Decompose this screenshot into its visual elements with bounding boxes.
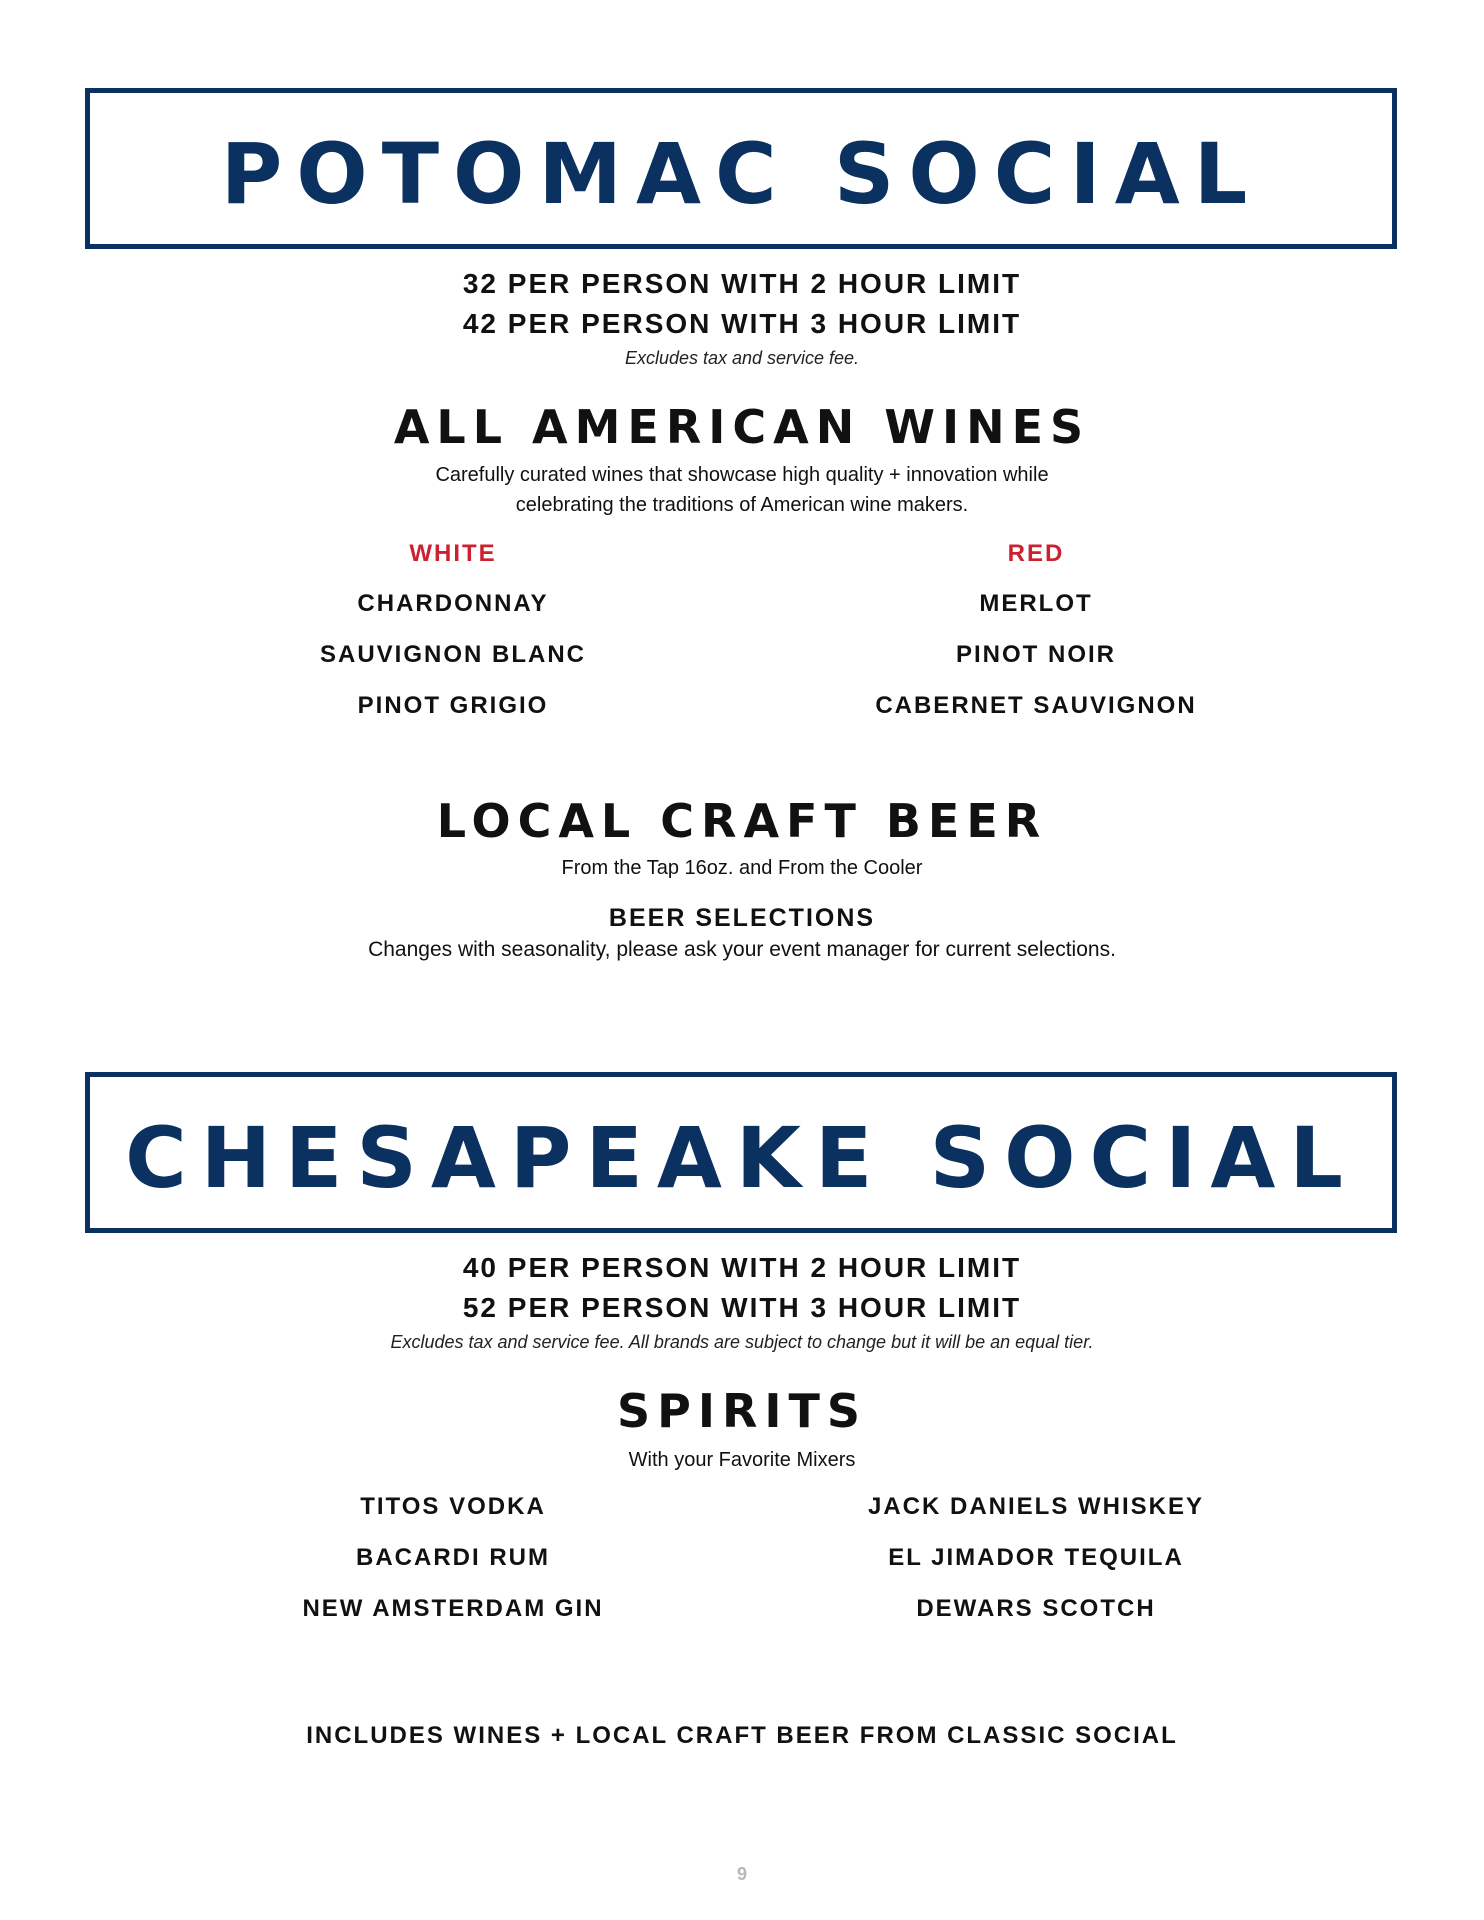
wines-description-line-1: Carefully curated wines that showcase high quality + innovation while	[435, 464, 1049, 486]
potomac-title-box	[85, 88, 1397, 249]
spirits-title: SPIRITS	[616, 1384, 867, 1438]
chesapeake-title: CHESAPEAKE SOCIAL	[125, 1109, 1357, 1207]
beer-title: LOCAL CRAFT BEER	[436, 794, 1048, 848]
chesapeake-price-3hr: 52 PER PERSON WITH 3 HOUR LIMIT	[462, 1292, 1022, 1323]
white-wine-column	[193, 540, 713, 730]
potomac-price-3hr: 42 PER PERSON WITH 3 HOUR LIMIT	[462, 308, 1022, 339]
wines-title: ALL AMERICAN WINES	[393, 400, 1091, 454]
red-wine-item: MERLOT	[979, 590, 1093, 617]
spirits-right-column	[776, 1493, 1296, 1633]
wines-description-line-2: celebrating the traditions of American wine makers.	[515, 494, 969, 516]
potomac-title: POTOMAC SOCIAL	[220, 125, 1262, 223]
spirit-item: EL JIMADOR TEQUILA	[888, 1544, 1184, 1571]
spirit-item: BACARDI RUM	[356, 1544, 550, 1571]
spirits-left-column	[193, 1493, 713, 1633]
beer-subtitle: From the Tap 16oz. and From the Cooler	[561, 857, 923, 879]
chesapeake-tax-note: Excludes tax and service fee. All brands are subject to change but it will be an equal tier.	[390, 1332, 1094, 1352]
beer-selections-note: Changes with seasonality, please ask your event manager for current selections.	[368, 938, 1116, 961]
chesapeake-price-2hr: 40 PER PERSON WITH 2 HOUR LIMIT	[462, 1252, 1022, 1283]
spirit-item: DEWARS SCOTCH	[916, 1595, 1156, 1622]
potomac-tax-note: Excludes tax and service fee.	[624, 348, 860, 368]
red-wine-item: CABERNET SAUVIGNON	[875, 692, 1197, 719]
chesapeake-footer-note: INCLUDES WINES + LOCAL CRAFT BEER FROM CLASSIC SOCIAL	[306, 1722, 1178, 1749]
potomac-price-2hr: 32 PER PERSON WITH 2 HOUR LIMIT	[462, 268, 1022, 299]
spirits-subtitle: With your Favorite Mixers	[628, 1449, 856, 1471]
white-wine-item: PINOT GRIGIO	[357, 692, 549, 719]
white-wine-heading: WHITE	[409, 540, 497, 567]
page-number: 9	[736, 1864, 747, 1884]
spirit-item: NEW AMSTERDAM GIN	[302, 1595, 604, 1622]
red-wine-column	[776, 540, 1296, 730]
chesapeake-title-box	[85, 1072, 1397, 1233]
white-wine-item: SAUVIGNON BLANC	[319, 641, 586, 668]
spirit-item: TITOS VODKA	[360, 1493, 546, 1520]
beer-selections-heading: BEER SELECTIONS	[608, 904, 876, 932]
red-wine-item: PINOT NOIR	[955, 641, 1116, 668]
red-wine-heading: RED	[1007, 540, 1065, 567]
spirit-item: JACK DANIELS WHISKEY	[867, 1493, 1205, 1520]
white-wine-item: CHARDONNAY	[357, 590, 549, 617]
